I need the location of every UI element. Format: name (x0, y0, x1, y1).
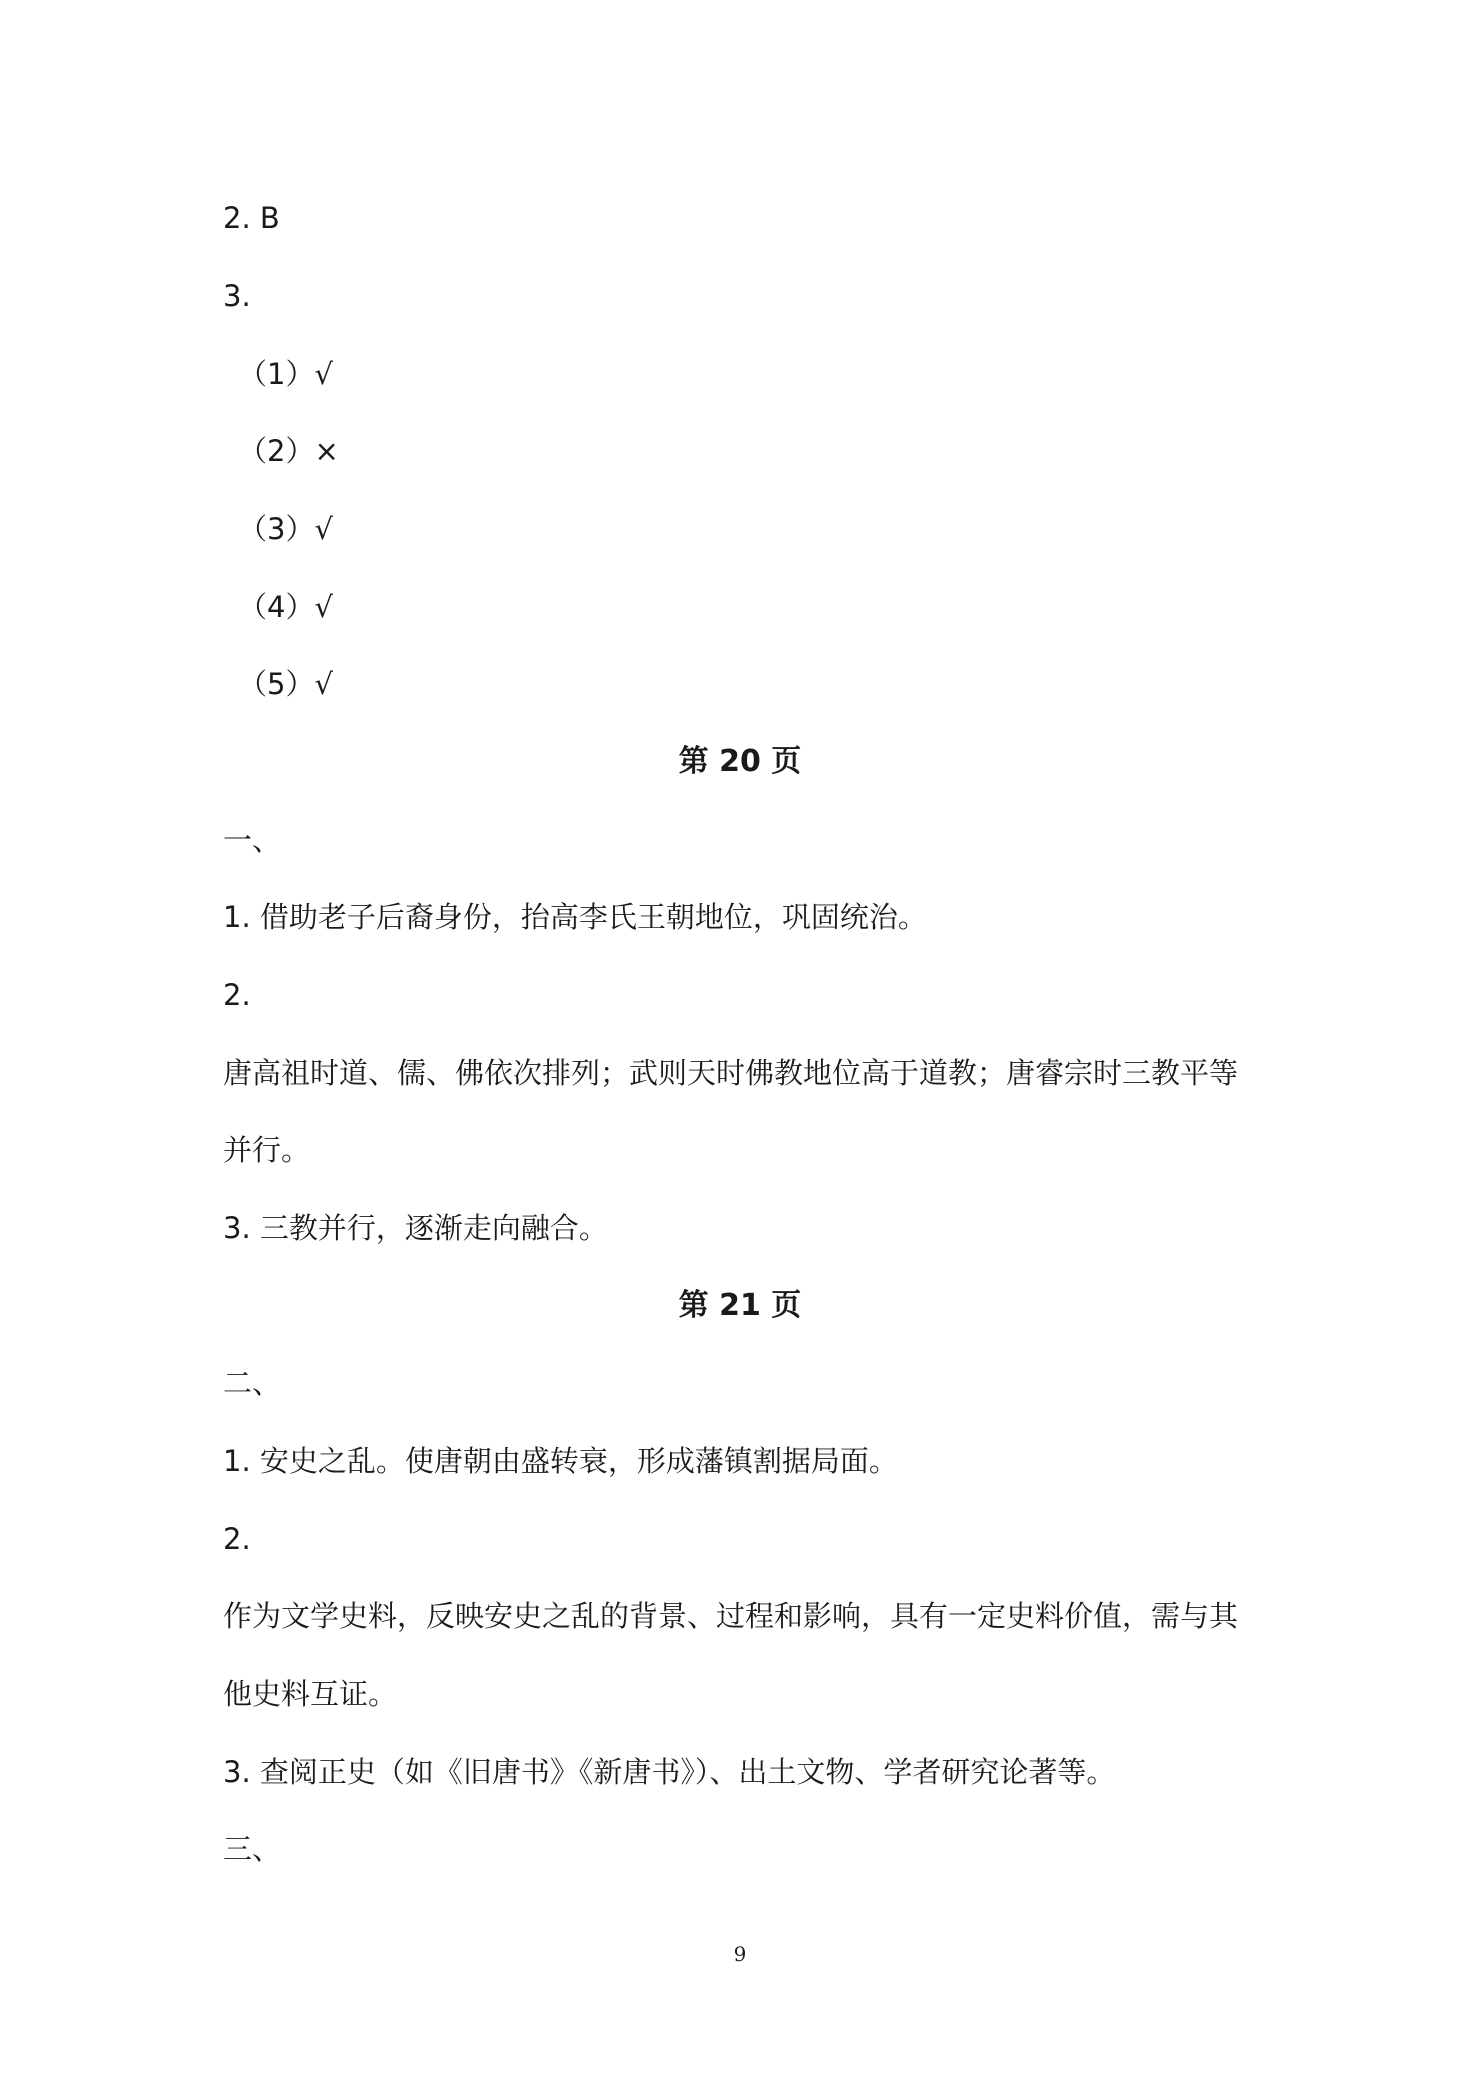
answer-3-2: （2）× (238, 434, 339, 468)
page-21-answer-2-number: 2. (223, 1522, 251, 1556)
answer-3-3: （3）√ (238, 512, 333, 546)
answer-3-1: （1）√ (238, 357, 333, 391)
answer-3-number: 3. (223, 279, 251, 313)
page-20-answer-3: 3. 三教并行，逐渐走向融合。 (223, 1211, 608, 1245)
page-21-answer-2-line-2: 他史料互证。 (223, 1677, 398, 1711)
page-21-answer-2-line-1: 作为文学史料，反映安史之乱的背景、过程和影响，具有一定史料价值，需与其 (223, 1599, 1239, 1633)
page-20-answer-2-number: 2. (223, 978, 251, 1012)
answer-3-5: （5）√ (238, 667, 333, 701)
page-21-answer-1: 1. 安史之乱。使唐朝由盛转衰，形成藩镇割据局面。 (223, 1444, 898, 1478)
section-2-label: 二、 (223, 1366, 282, 1400)
page-21-heading: 第 21 页 (678, 1288, 802, 1323)
answer-2: 2. B (223, 201, 280, 235)
page-number: 9 (733, 1942, 747, 1966)
answer-3-4: （4）√ (238, 590, 333, 624)
page-21-answer-3: 3. 查阅正史（如《旧唐书》《新唐书》）、出土文物、学者研究论著等。 (223, 1755, 1116, 1789)
section-3-label: 三、 (223, 1832, 282, 1866)
page-20-answer-1: 1. 借助老子后裔身份，抬高李氏王朝地位，巩固统治。 (223, 900, 927, 934)
page-20-answer-2-line-2: 并行。 (223, 1133, 311, 1167)
page-20-heading: 第 20 页 (678, 744, 802, 779)
page-20-answer-2-line-1: 唐高祖时道、儒、佛依次排列；武则天时佛教地位高于道教；唐睿宗时三教平等 (223, 1056, 1239, 1090)
section-1-label: 一、 (223, 823, 282, 857)
